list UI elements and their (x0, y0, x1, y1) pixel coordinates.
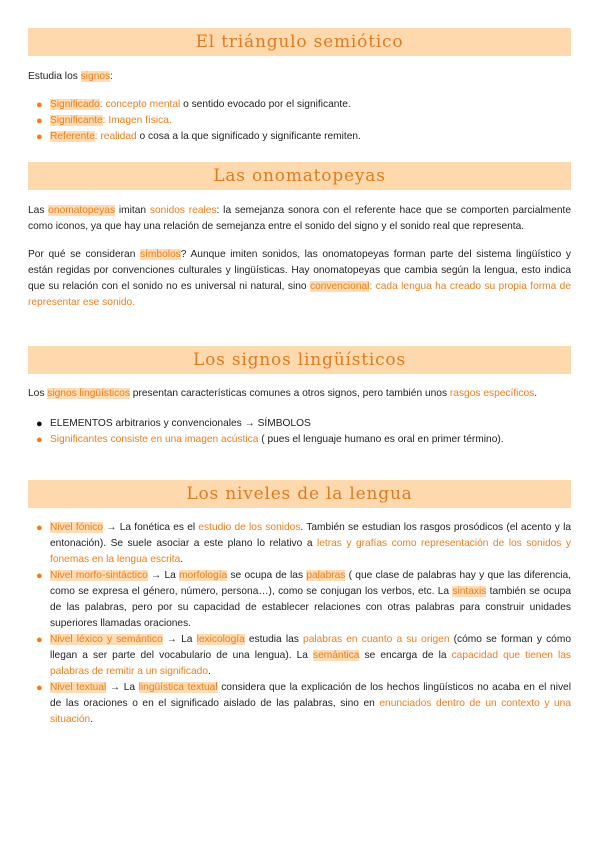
bullet-icon: ● (36, 131, 43, 143)
bullet-icon: ● (36, 418, 43, 430)
section-body-triangulo (28, 69, 571, 145)
bullet-icon: ● (36, 682, 43, 694)
list-item: ● Nivel léxico y semántico → La lexicología estudia las palabras en cuanto a su origen (cómo se forman y cómo llegan a ser parte del vocabulario de una lengua). La semántica se encarga de la capacidad que tienen las palabras de remitir a un significado. (36, 634, 571, 677)
list-item: ● ELEMENTOS arbitrarios y convencionales → SÍMBOLOS (36, 418, 311, 430)
section-title-onomatopeyas: Las onomatopeyas (28, 162, 571, 190)
list-item: ● Nivel textual → La lingüística textual considera que la explicación de los hechos lingüísticos no acaba en el nivel de las oraciones o en el significado aislado de las palabras, sino en enunciados dentro de un contexto y una situación. (36, 682, 571, 725)
bullet-icon: ● (36, 115, 43, 127)
list-item: ● Significantes consiste en una imagen acústica ( pues el lenguaje humano es oral en primer término). (36, 434, 504, 446)
bullet-icon: ● (36, 522, 43, 534)
list-item: ● Nivel fónico → La fonética es el estudio de los sonidos. También se estudian los rasgos prosódicos (el acento y la entonación). Se suele asociar a este plano lo relativo a letras y grafías como representación de los sonidos y fonemas en la lengua escrita. (36, 522, 572, 565)
list-item: ● Referente: realidad o cosa a la que significado y significante remiten. (36, 131, 361, 143)
paragraph: Los signos lingüísticos presentan características comunes a otros signos, pero también unos rasgos específicos. (28, 388, 538, 399)
bullet-icon: ● (36, 634, 43, 646)
intro-paragraph: Estudia los signos: (28, 71, 113, 82)
section-title-signos: Los signos lingüísticos (28, 346, 571, 374)
bullet-icon: ● (36, 99, 43, 111)
paragraph: Las onomatopeyas imitan sonidos reales: la semejanza sonora con el referente hace que se comporten parcialmente como iconos, ya que hay una relación de semejanza entre el sonido del signo y el sonido real que representa. (28, 205, 571, 232)
list-item: ● Significado: concepto mental o sentido evocado por el significante. (36, 99, 351, 111)
list-item: ● Significante: Imagen física. (36, 115, 172, 127)
section-body-signos (28, 386, 571, 448)
bullet-icon: ● (36, 570, 43, 582)
section-title-triangulo: El triángulo semiótico (28, 28, 571, 56)
bullet-icon: ● (36, 434, 43, 446)
section-body-niveles (28, 520, 571, 728)
list-item: ● Nivel morfo-sintáctico → La morfología se ocupa de las palabras ( que clase de palabras hay y que las diferencia, como se expresa el género, número, persona…), como se conjugan los verbos, etc. La sintaxis también se ocupa de las palabras, pero por su capacidad de establecer relaciones con otras palabras para construir unidades superiores llamadas oraciones. (36, 570, 571, 629)
section-body-onomatopeyas (28, 203, 571, 311)
section-title-niveles: Los niveles de la lengua (28, 480, 571, 508)
paragraph: Por qué se consideran símbolos? Aunque imiten sonidos, las onomatopeyas forman parte del sistema lingüístico y están regidas por convenciones culturales y lingüísticas. Hay onomatopeyas que cambia según la lengua, esto indica que su relación con el sonido no es universal ni natural, sino convencional: cada lengua ha creado su propia forma de representar ese sonido. (28, 249, 572, 308)
